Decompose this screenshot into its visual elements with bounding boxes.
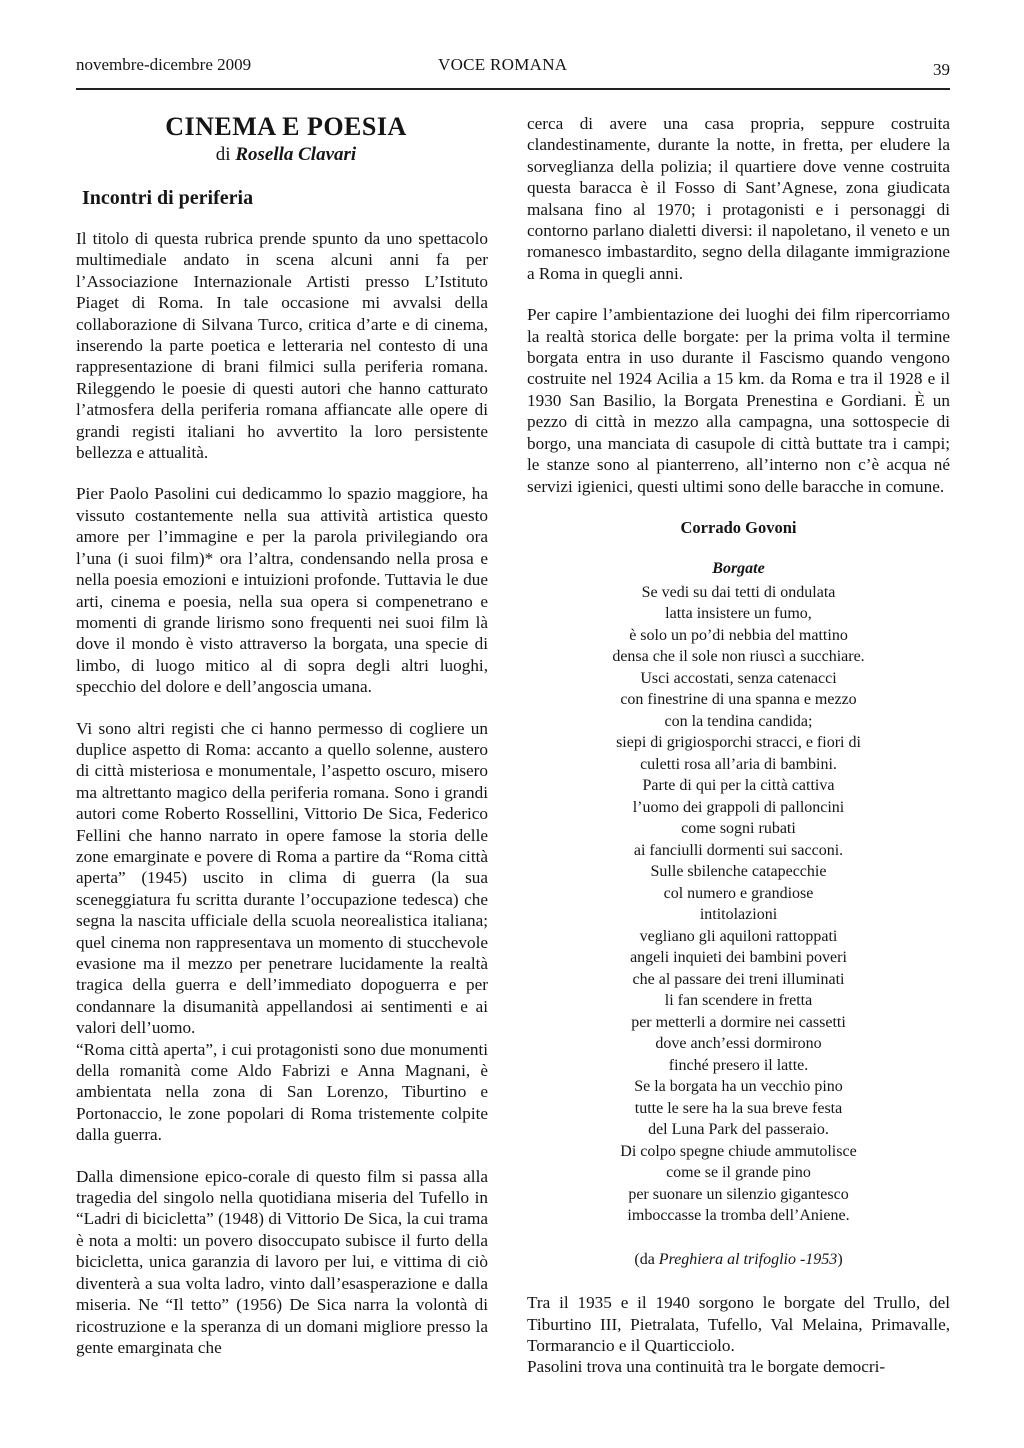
- poem-line: l’uomo dei grappoli di palloncini: [632, 798, 845, 816]
- article-author: Rosella Clavari: [235, 144, 357, 165]
- poem-line: col numero e grandiose: [663, 884, 814, 902]
- source-open: (da: [634, 1250, 659, 1268]
- poem-line: vegliano gli aquiloni rattoppati: [639, 927, 838, 945]
- poem-line: intitolazioni: [699, 906, 778, 924]
- poem-line: per suonare un silenzio gigantesco: [628, 1185, 849, 1203]
- poem-line: Usci accostati, senza catenacci: [640, 669, 837, 687]
- poem-line: Se la borgata ha un vecchio pino: [634, 1078, 843, 1096]
- article-subtitle: Incontri di periferia: [82, 187, 254, 209]
- paragraph: Il titolo di questa rubrica prende spunto da uno spettacolo multimediale andato in scena alcuni anni fa per l’Associazione Internazionale Artisti presso L’Istituto Piaget di Roma. In tale occasione mi avvalsi della collaborazione di Silvana Turco, critica d’arte e di cinema, inserendo la parte poetica e letteraria nel contesto di una rappresentazione di brani filmici sulla periferia romana. Rileggendo le poesie di questi autori che hanno catturato l’atmosfera della periferia romana affiancate alle opere di grandi registi italiani ho avvertito la loro persistente bellezza e attualità.: [76, 229, 488, 463]
- poem-line: li fan scendere in fretta: [664, 992, 813, 1010]
- poem-line: Parte di qui per la città cattiva: [642, 777, 835, 795]
- article-title: CINEMA E POESIA: [165, 112, 407, 141]
- issue-date: novembre-dicembre 2009: [76, 55, 252, 74]
- poem-line: Di colpo spegne chiude ammutolisce: [620, 1142, 857, 1160]
- header-rule: [76, 88, 950, 90]
- poem-line: è solo un po’di nebbia del mattino: [629, 626, 848, 644]
- poem-line: come se il grande pino: [666, 1164, 811, 1182]
- poem-line: del Luna Park del passeraio.: [648, 1121, 829, 1139]
- poet-name: Corrado Govoni: [680, 517, 797, 537]
- poem-line: con finestrine di una spanna e mezzo: [620, 691, 857, 709]
- poem-line: ai fanciulli dormenti sui sacconi.: [633, 841, 844, 859]
- article-byline: [76, 144, 496, 166]
- poem-line: Se vedi su dai tetti di ondulata: [641, 583, 836, 601]
- paragraph: “Roma città aperta”, i cui protagonisti sono due monumenti della romanità come Aldo Fabrizi e Anna Magnani, è ambientata nella zona di San Lorenzo, Tiburtino e Portonaccio, le zone popolari di Roma tristemente colpite dalla guerra.: [76, 1039, 488, 1145]
- paragraph: Per capire l’ambientazione dei luoghi dei film ripercorriamo la realtà storica delle borgate: per la prima volta il termine borgata entra in uso durante il Fascismo quando vengono costruite nel 1924 Acilia a 15 km. da Roma e tra il 1928 e il 1930 San Basilio, la Borgata Prenestina e Gordiani. È un pezzo di città in mezzo alla campagna, una sottospecie di borgo, una manciata di casupole di città buttate tra i campi; le stanze sono al pianterreno, all’interno non c’è acqua né servizi igienici, questi ultimi sono delle baracche in comune.: [527, 305, 950, 496]
- paragraph: Pasolini trova una continuità tra le borgate democri-: [527, 1357, 886, 1377]
- paragraph: Pier Paolo Pasolini cui dedicammo lo spazio maggiore, ha vissuto costantemente nella sua attività artistica questo amore per l’immagine e per la parola privilegiando ora l’una (i suoi film)* ora l’altra, condensando nella prosa e nella poesia emozioni e intuizioni profonde. Tuttavia le due arti, cinema e poesia, nella sua opera si compenetrano e momenti di grande lirismo sono frequenti nei suoi film là dove il mondo è visto attraverso la borgata, una specie di limbo, di luogo mitico al di sopra degli altri luoghi, specchio del dolore e dell’angoscia umana.: [76, 484, 488, 697]
- poem-line: angeli inquieti dei bambini poveri: [630, 949, 847, 967]
- poem-body: [527, 582, 950, 1227]
- poem-line: culetti rosa all’aria di bambini.: [640, 755, 837, 773]
- page-header: [76, 55, 950, 87]
- poem-line: tutte le sere ha la sua breve festa: [634, 1099, 843, 1117]
- poem-line: come sogni rubati: [681, 820, 796, 838]
- paragraph: Vi sono altri registi che ci hanno permesso di cogliere un duplice aspetto di Roma: accanto a quello solenne, austero di città misteriosa e monumentale, l’aspetto oscuro, misero ma altrettanto magico della periferia romana. Sono i grandi autori come Roberto Rossellini, Vittorio De Sica, Federico Fellini che hanno narrato in opere famose la storia delle zone emarginate e povere di Roma a partire da “Roma città aperta” (1945) uscito in clima di guerra (la sua sceneggiatura fu scritta durante l’occupazione tedesca) che segna la nascita ufficiale della scuola neorealistica italiana; quel cinema non rappresentava un momento di stucchevole evasione ma il mezzo per penetrare lucidamente la realtà tragica della guerra e dell’immediato dopoguerra e per condannare la disumanità appellandosi ai sentimenti e ai valori dell’uomo.: [76, 718, 488, 1038]
- poem-line: per metterli a dormire nei cassetti: [631, 1013, 846, 1031]
- source-title: Preghiera al trifoglio -1953: [658, 1250, 838, 1268]
- poem-line: latta insistere un fumo,: [665, 605, 812, 623]
- poem-line: con la tendina candida;: [664, 712, 813, 730]
- right-tail: [527, 1292, 950, 1378]
- magazine-name: VOCE ROMANA: [438, 55, 568, 74]
- poem-line: densa che il sole non riuscì a succhiare.: [612, 648, 865, 666]
- poem-line: imboccasse la tromba dell’Aniene.: [627, 1207, 850, 1225]
- poem-line: Sulle sbilenche catapecchie: [650, 863, 827, 881]
- poem-source: [527, 1249, 950, 1270]
- page-number: 39: [933, 60, 950, 79]
- paragraph: Tra il 1935 e il 1940 sorgono le borgate del Trullo, del Tiburtino III, Pietralata, Tufello, Val Melaina, Primavalle, Tormarancio e il Quarticciolo.: [527, 1293, 950, 1355]
- byline-prefix: di: [215, 144, 236, 165]
- left-column: [76, 228, 488, 1378]
- source-close: ): [837, 1250, 843, 1268]
- poem-line: che al passare dei treni illuminati: [632, 970, 845, 988]
- right-column: [527, 113, 950, 1378]
- poem-line: dove anch’essi dormirono: [655, 1035, 822, 1053]
- paragraph: Dalla dimensione epico-corale di questo film si passa alla tragedia del singolo nella quotidiana miseria del Tufello in “Ladri di bicicletta” (1948) di Vittorio De Sica, la cui trama è nota a molti: un povero disoccupato subisce il furto della bicicletta, unica garanzia di lavoro per lui, e vittima di ciò diventerà a sua volta ladro, vinto dall’esasperazione e dalla miseria. Ne “Il tetto” (1956) De Sica narra la volontà di ricostruzione e la speranza di un domani migliore presso la gente emarginata che: [76, 1166, 488, 1357]
- paragraph: cerca di avere una casa propria, seppure costruita clandestinamente, durante la notte, in fretta, per eludere la sorveglianza della polizia; il quartiere dove venne costruita questa baracca è il Fosso di Sant’Agnese, zona giudicata malsana fino al 1970; i protagonisti e i personaggi di contorno parlano dialetti diversi: il napoletano, il veneto e un romanesco imbastardito, segno della dilagante immigrazione a Roma in quegli anni.: [527, 114, 950, 283]
- poem-line: siepi di grigiosporchi stracci, e fiori di: [616, 734, 861, 752]
- poem-line: finché presero il latte.: [668, 1056, 809, 1074]
- poem-title: Borgate: [712, 560, 765, 578]
